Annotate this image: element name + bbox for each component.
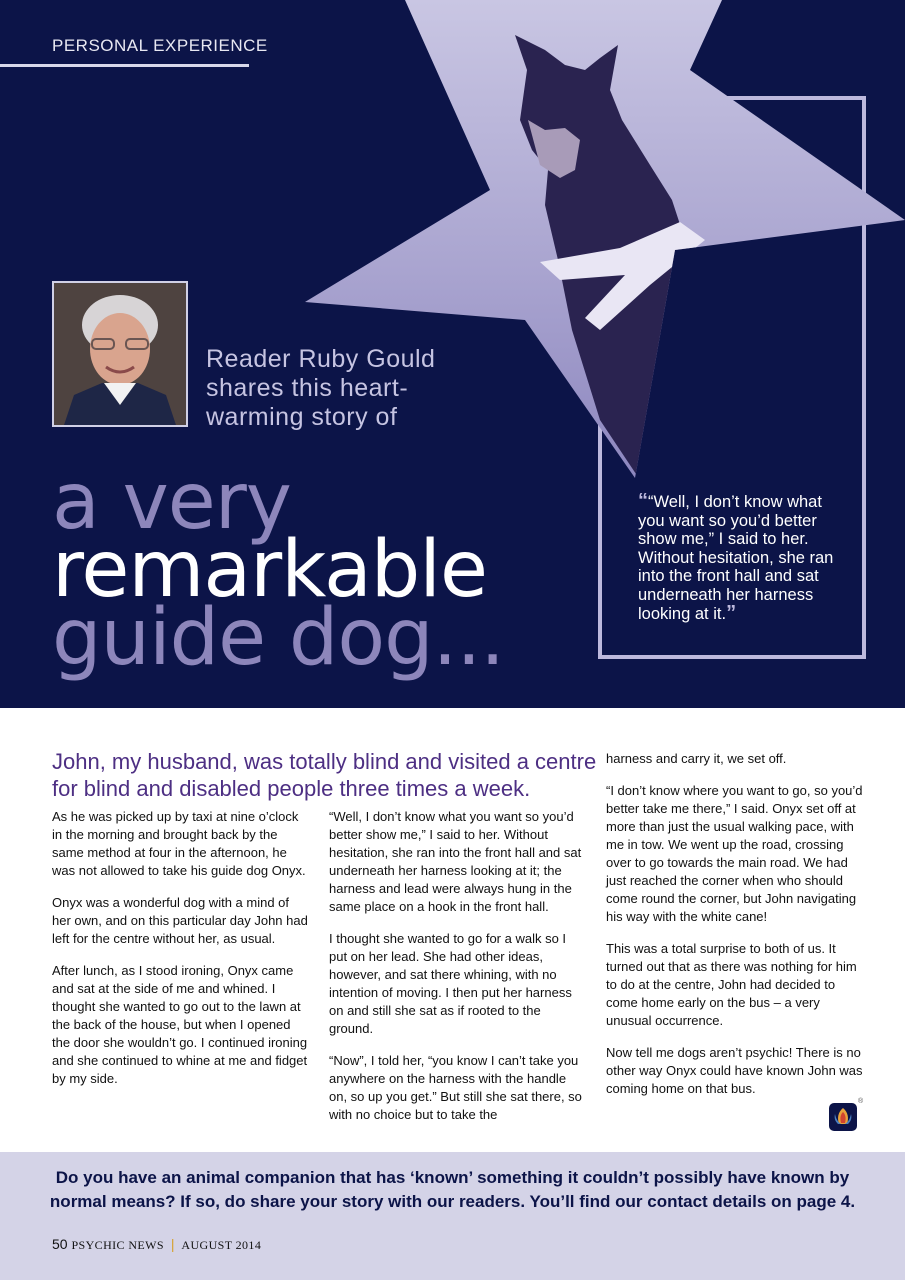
footer-separator: | [170, 1236, 175, 1252]
page-footer [52, 1236, 261, 1253]
title-line-3: guide dog... [52, 593, 505, 683]
publication-name: PSYCHIC NEWS [71, 1238, 164, 1252]
article-column-1 [52, 808, 310, 1102]
article-lede: John, my husband, was totally blind and visited a centre for blind and disabled people three times a week. [52, 749, 597, 801]
title-line-1: a very [52, 457, 291, 547]
pull-quote [638, 492, 848, 624]
close-quote-mark: ” [726, 602, 737, 624]
registered-mark: ® [858, 1098, 864, 1105]
paragraph: Now tell me dogs aren’t psychic! There is no other way Onyx could have known John was coming home on that bus. [606, 1045, 863, 1096]
cta-text: Do you have an animal companion that has ‘known’ something it couldn’t possibly have known by normal means? If so, do share your story with our readers. You’ll find our contact details on page 4. [49, 1168, 856, 1211]
issue-date: AUGUST 2014 [181, 1238, 262, 1252]
section-label: PERSONAL EXPERIENCE [52, 36, 268, 55]
article-column-3 [606, 750, 868, 1112]
paragraph: Onyx was a wonderful dog with a mind of her own, and on this particular day John had left for the centre without her, as usual. [52, 895, 308, 946]
open-quote-mark: “ [638, 490, 648, 512]
paragraph: After lunch, as I stood ironing, Onyx came and sat at the side of me and whined. I thought she wanted to go out to the lawn at the back of the house, but when I opened the door she wouldn’t go. I continued ironing and she continued to whine at me and fidget by my side. [52, 963, 308, 1086]
intro-line-1: Reader Ruby Gould [206, 345, 436, 373]
paragraph: “Now”, I told her, “you know I can’t take you anywhere on the harness with the handle on, so up you get.” But still she sat there, so with no choice but to take the [329, 1053, 582, 1122]
paragraph: “I don’t know where you want to go, so you’d better take me there,” I said. Onyx set off at more than just the usual walking pace, with me in tow. We went up the road, crossing over to go towards the main road. We had just reached the corner when who should come round the corner, but John navigating his way with the white cane! [606, 783, 863, 924]
end-mark-icon [829, 1103, 857, 1131]
article-title [52, 457, 505, 683]
paragraph: As he was picked up by taxi at nine o’clock in the morning and brought back by the same method at four in the afternoon, he was not allowed to take his guide dog Onyx. [52, 809, 306, 878]
intro-line-3: warming story of [206, 403, 398, 431]
author-portrait [52, 281, 188, 427]
paragraph: This was a total surprise to both of us. It turned out that as there was nothing for him to do at the centre, John had decided to come home early on the bus – a very unusual occurrence. [606, 941, 857, 1028]
pull-quote-text: “Well, I don’t know what you want so you’d better show me,” I said to her. Without hesitation, she ran into the front hall and sat underneath her harness looking at it. [638, 493, 834, 623]
intro-line-2: shares this heart- [206, 374, 409, 402]
paragraph: I thought she wanted to go for a walk so I put on her lead. She had other ideas, however, and sat there whining, with no intention of moving. I then put her harness on and still she sat as if rooted to the ground. [329, 931, 572, 1036]
intro-text [206, 345, 526, 432]
page-number: 50 [52, 1236, 68, 1252]
title-line-2: remarkable [52, 525, 487, 615]
paragraph: “Well, I don’t know what you want so you’d better show me,” I said to her. Without hesitation, she ran into the front hall and sat underneath her harness looking at it; the harness and lead were always hung in the same place on a hook in the front hall. [329, 809, 582, 914]
paragraph: harness and carry it, we set off. [606, 751, 787, 766]
article-column-2 [329, 808, 587, 1138]
